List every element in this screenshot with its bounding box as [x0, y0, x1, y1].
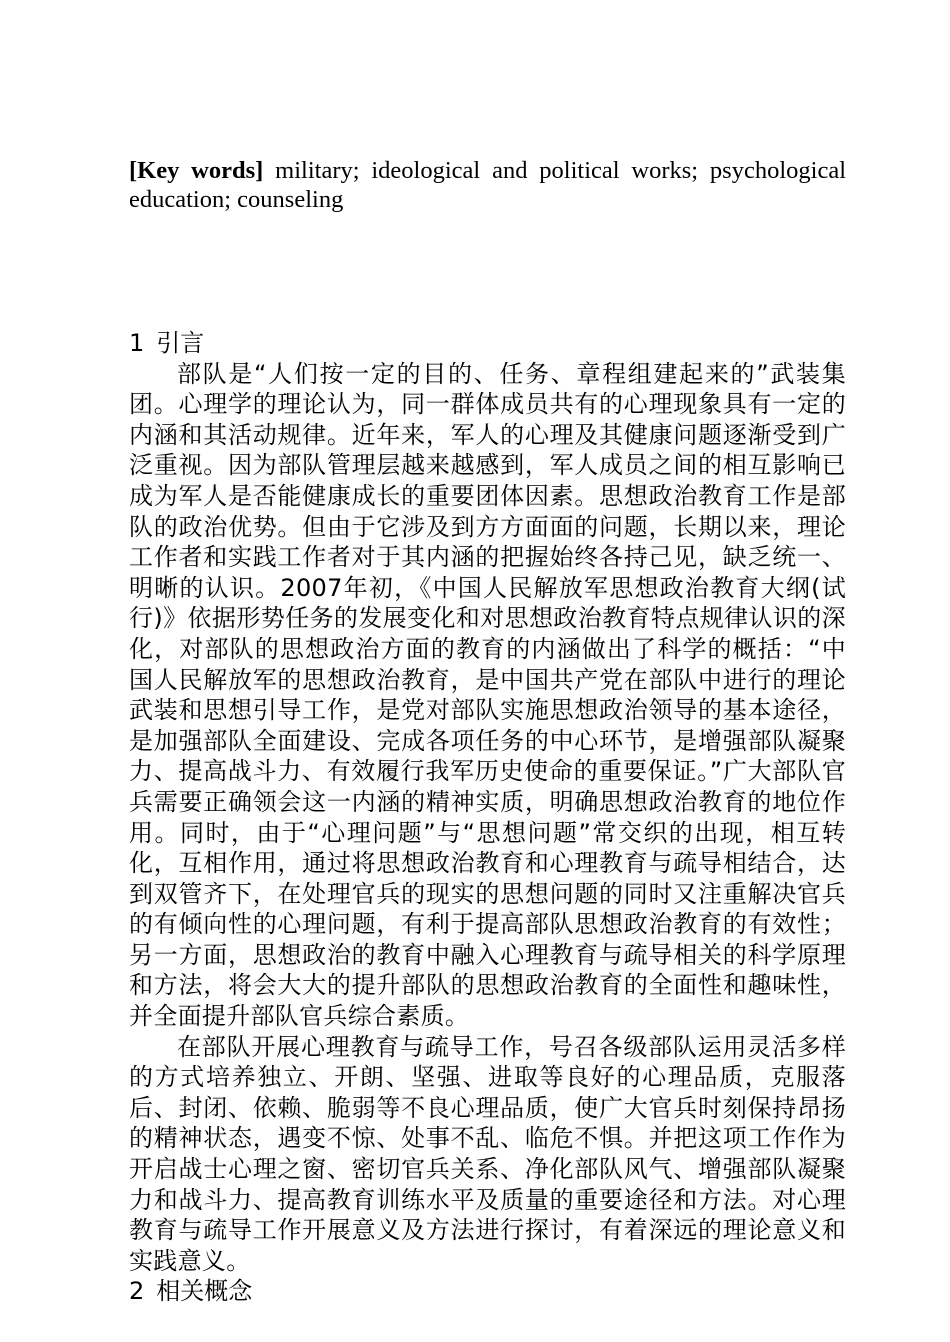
section-number: 1 — [129, 329, 145, 357]
keywords-text: military; ideological and political works; psychological education; counseling — [129, 157, 847, 213]
section-heading-concepts — [129, 1276, 846, 1307]
section-title: 引言 — [156, 329, 205, 357]
section-heading-intro — [129, 328, 846, 359]
keywords-block — [129, 156, 846, 214]
intro-paragraph-2: 在部队开展心理教育与疏导工作，号召各级部队运用灵活多样的方式培养独立、开朗、坚强、进取等良好的心理品质，克服落后、封闭、依赖、脆弱等不良心理品质，使广大官兵时刻保持昂扬的精神状态，遇变不惊、处事不乱、临危不惧。并把这项工作作为开启战士心理之窗、密切官兵关系、净化部队风气、增强部队凝聚力和战斗力、提高教育训练水平及质量的重要途径和方法。对心理教育与疏导工作开展意义及方法进行探讨，有着深远的理论意义和实践意义。 — [129, 1032, 846, 1275]
body-text — [129, 328, 846, 1307]
section-title: 相关概念 — [156, 1277, 253, 1306]
keywords-label: [Key words] — [129, 157, 264, 184]
section-number: 2 — [129, 1277, 145, 1306]
intro-paragraph-1: 部队是“人们按一定的目的、任务、章程组建起来的”武装集团。心理学的理论认为，同一群体成员共有的心理现象具有一定的内涵和其活动规律。近年来，军人的心理及其健康问题逐渐受到广泛重视。因为部队管理层越来越感到，军人成员之间的相互影响已成为军人是否能健康成长的重要团体因素。思想政治教育工作是部队的政治优势。但由于它涉及到方方面面的问题，长期以来，理论工作者和实践工作者对于其内涵的把握始终各持己见，缺乏统一、明晰的认识。2007年初，《中国人民解放军思想政治教育大纲(试行)》依据形势任务的发展变化和对思想政治教育特点规律认识的深化，对部队的思想政治方面的教育的内涵做出了科学的概括：“中国人民解放军的思想政治教育，是中国共产党在部队中进行的理论武装和思想引导工作，是党对部队实施思想政治领导的基本途径，是加强部队全面建设、完成各项任务的中心环节，是增强部队凝聚力、提高战斗力、有效履行我军历史使命的重要保证。”广大部队官兵需要正确领会这一内涵的精神实质，明确思想政治教育的地位作用。同时，由于“心理问题”与“思想问题”常交织的出现，相互转化，互相作用，通过将思想政治教育和心理教育与疏导相结合，达到双管齐下，在处理官兵的现实的思想问题的同时又注重解决官兵的有倾向性的心理问题，有利于提高部队思想政治教育的有效性；另一方面，思想政治的教育中融入心理教育与疏导相关的科学原理和方法，将会大大的提升部队的思想政治教育的全面性和趣味性，并全面提升部队官兵综合素质。 — [129, 359, 846, 1031]
